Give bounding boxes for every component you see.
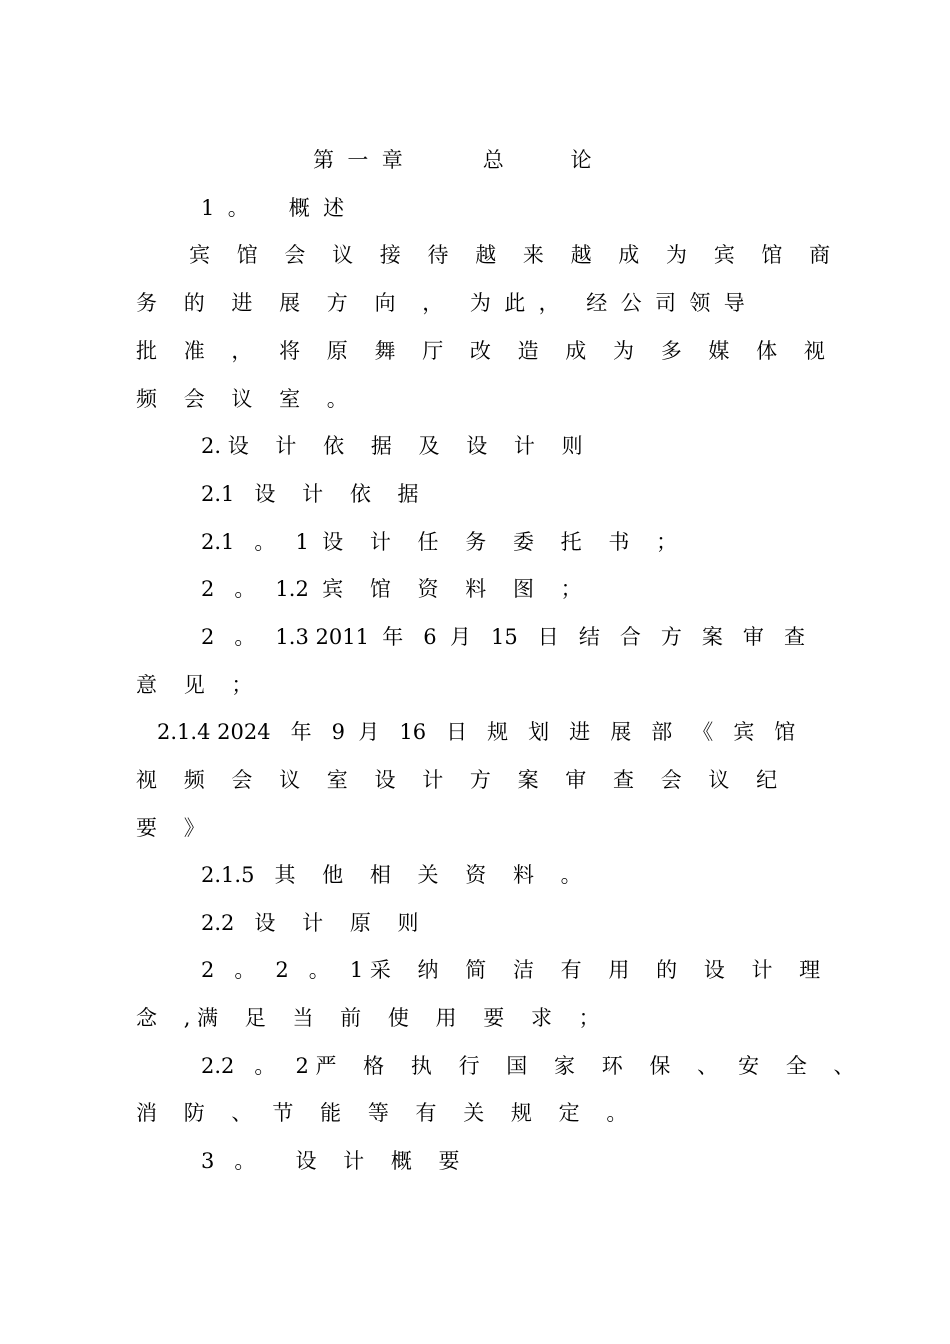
section-heading-overview: 1 。 概 述 (201, 196, 345, 220)
list-item-continuation: 消 防 、 节 能 等 有 关 规 定 。 (136, 1101, 628, 1125)
list-item: 2 。 1.2 宾 馆 资 料 图 ； (201, 577, 582, 601)
section-heading-design-summary: 3 。 设 计 概 要 (201, 1149, 460, 1173)
paragraph-line: 务 的 进 展 方 向 ， 为 此 ， 经 公 司 领 导 (136, 291, 745, 315)
list-item: 2 。 1.3 2011 年 6 月 15 日 结 合 方 案 审 查 (201, 625, 805, 649)
list-item-continuation: 视 频 会 议 室 设 计 方 案 审 查 会 议 纪 (136, 768, 778, 792)
paragraph-line: 频 会 议 室 。 (136, 387, 348, 411)
list-item: 2.1 。 1 设 计 任 务 委 托 书 ； (201, 530, 678, 554)
list-item-continuation: 意 见 ； (136, 673, 253, 697)
list-item: 2.1.5 其 他 相 关 资 料 。 (201, 863, 582, 887)
list-item: 2 。 2 。 1 采 纳 简 洁 有 用 的 设 计 理 (201, 958, 821, 982)
subsection-heading: 2.2 设 计 原 则 (201, 911, 419, 935)
list-item-continuation: 要 》 (136, 816, 205, 840)
list-item-continuation: 念 , 满 足 当 前 使 用 要 求 ； (136, 1006, 600, 1030)
list-item: 2.1.4 2024 年 9 月 16 日 规 划 进 展 部 《 宾 馆 (157, 720, 796, 744)
paragraph-line: 宾 馆 会 议 接 待 越 来 越 成 为 宾 馆 商 (189, 243, 831, 267)
section-heading-design-basis: 2. 设 计 依 据 及 设 计 则 (201, 434, 583, 458)
chapter-title: 第 一 章 总 论 (313, 148, 592, 172)
list-item: 2.2 。 2 严 格 执 行 国 家 环 保 、 安 全 、 (201, 1054, 855, 1078)
subsection-heading: 2.1 设 计 依 据 (201, 482, 419, 506)
paragraph-line: 批 准 ， 将 原 舞 厅 改 造 成 为 多 媒 体 视 (136, 339, 825, 363)
